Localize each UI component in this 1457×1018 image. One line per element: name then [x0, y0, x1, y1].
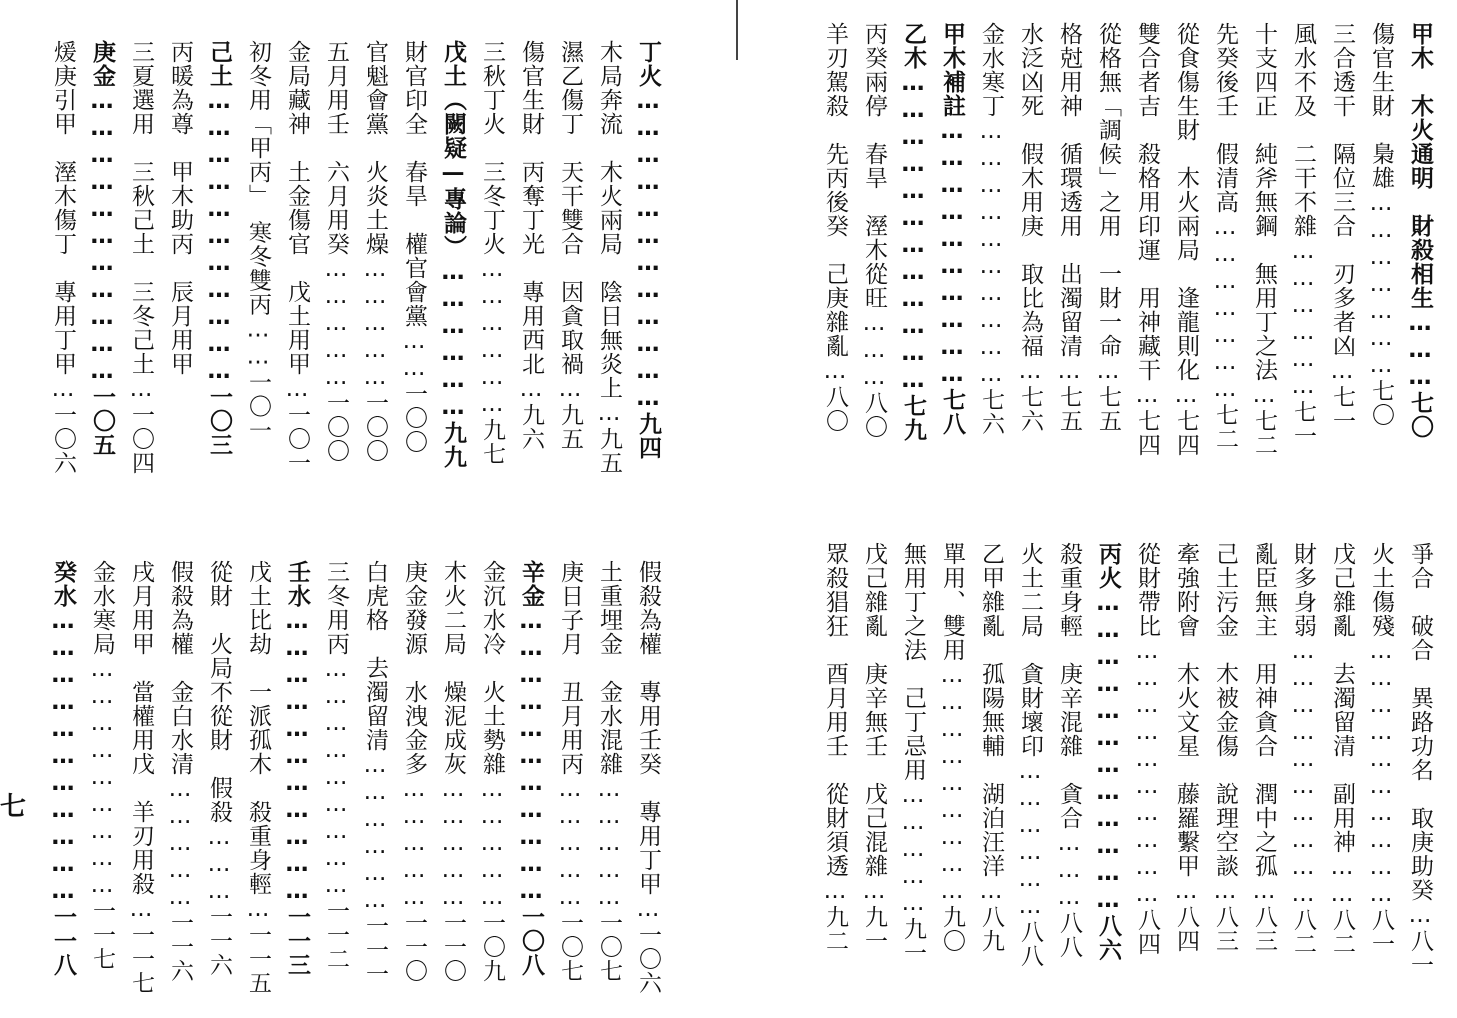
toc-entry: 眾殺猖狂 酉月用壬 從財須透…九二: [822, 542, 848, 953]
toc-entry: 庚日子月 丑月用丙……………一〇七: [557, 560, 583, 983]
toc-entry: 從食傷生財 木火兩局 逢龍則化…七四: [1173, 22, 1199, 457]
page-gutter: [736, 0, 738, 60]
toc-entry: 癸水……………………………一一八: [50, 560, 76, 977]
toc-entry: 從格無「調候」之用 一財一命…七五: [1095, 22, 1121, 433]
toc-entry: 水泛凶死 假木用庚 取比為福…七六: [1017, 22, 1043, 433]
page-number: 七: [0, 792, 27, 822]
toc-entry: 財多身弱…………………………八二: [1290, 542, 1316, 956]
toc-entry: 金沉水冷 火土勢雜……………一〇九: [479, 560, 505, 983]
toc-entry: 無用丁之法 己丁忌用……………九一: [900, 542, 926, 965]
toc-entry: 三秋丁火 三冬丁火………………九七: [479, 40, 505, 466]
toc-entry: 殺重身輕 庚辛混雜 貪合………八八: [1056, 542, 1082, 959]
toc-entry: 三合透干 隔位三合 刃多者凶…七一: [1329, 22, 1355, 433]
toc-entry: 金水寒局………………………一一七: [89, 560, 115, 971]
toc-entry: 乙木………………………………七九: [900, 22, 926, 442]
toc-entry: 十支四正 純斧無鋼 無用丁之法…七二: [1251, 22, 1277, 457]
left-page: [0, 0, 725, 1018]
toc-entry: 庚金……………………………一〇五: [89, 40, 115, 457]
toc-block-left-top: [35, 40, 659, 475]
toc-entry: 白虎格 去濁留清………………一一一: [362, 560, 388, 986]
toc-block-right-bottom: [807, 542, 1431, 977]
toc-block-right-top: [807, 22, 1431, 457]
toc-entry: 甲木 木火通明 財殺相生………七〇: [1407, 22, 1433, 439]
toc-entry: 羊刃駕殺 先丙後癸 己庚雜亂…八〇: [822, 22, 848, 433]
toc-entry: 戌月用甲 當權用戊 羊刃用殺…一一七: [128, 560, 154, 995]
toc-entry: 戊己雜亂 去濁留清 副用神……八二: [1329, 542, 1355, 956]
toc-entry: 五月用壬 六月用癸……………一〇〇: [323, 40, 349, 463]
toc-entry: 亂臣無主 用神貪合 潤中之孤…八三: [1251, 542, 1277, 953]
toc-entry: 木火二局 燥泥成灰……………一一〇: [440, 560, 466, 983]
toc-entry: 土重埋金 金水混雜……………一〇七: [596, 560, 622, 983]
toc-entry: 初冬用「甲丙」 寒冬雙丙……一〇一: [245, 40, 271, 443]
toc-entry: 金局藏神 土金傷官 戊土用甲…一〇一: [284, 40, 310, 475]
toc-entry: 從財 火局不從財 假殺………一一六: [206, 560, 232, 977]
toc-entry: 甲木補註…………………………七八: [939, 22, 965, 436]
toc-entry: 官魁會黨 火炎土燥……………一〇〇: [362, 40, 388, 463]
toc-entry: 風水不及 二干不雜………………七一: [1290, 22, 1316, 448]
toc-entry: 傷官生財 梟雄…………………七〇: [1368, 22, 1394, 427]
toc-entry: 單用、雙用………………………九〇: [939, 542, 965, 953]
toc-entry: 丙火………………………………八六: [1095, 542, 1121, 962]
toc-block-left-bottom: [35, 560, 659, 995]
toc-entry: 木局奔流 木火兩局 陰日無炎上…九五: [596, 40, 622, 475]
toc-entry: 辛金……………………………一〇八: [518, 560, 544, 977]
toc-entry: 三冬用丙………………………一一二: [323, 560, 349, 971]
toc-entry: 濕乙傷丁 天干雙合 因貪取禍…九五: [557, 40, 583, 451]
toc-entry: 雙合者吉 殺格用印運 用神藏干…七四: [1134, 22, 1160, 457]
toc-entry: 牽強附會 木火文星 藤羅繫甲…八四: [1173, 542, 1199, 953]
toc-entry: 戊己雜亂 庚辛無壬 戊己混雜…九一: [861, 542, 887, 953]
toc-entry: 丙暖為尊 甲木助丙 辰月用甲: [167, 40, 193, 376]
toc-entry: 傷官生財 丙奪丁光 專用西北…九六: [518, 40, 544, 451]
toc-entry: 己土……………………………一〇三: [206, 40, 232, 457]
right-page: [740, 0, 1457, 1018]
toc-entry: 戊土（闕疑—專論）………………九九: [440, 40, 466, 469]
toc-entry: 丁火………………………………九四: [635, 40, 661, 460]
toc-entry: 戊土比劫 一派孤木 殺重身輕…一一五: [245, 560, 271, 995]
toc-entry: 庚金發源 水洩金多……………一一〇: [401, 560, 427, 983]
toc-entry: 壬水……………………………一一三: [284, 560, 310, 977]
toc-entry: 丙癸兩停 春旱 溼木從旺………八〇: [861, 22, 887, 439]
toc-entry: 煖庚引甲 溼木傷丁 專用丁甲…一〇六: [50, 40, 76, 475]
toc-entry: 火土傷殘…………………………八一: [1368, 542, 1394, 956]
toc-entry: 金水寒丁…………………………七六: [978, 22, 1004, 436]
toc-entry: 假殺為權 專用壬癸 專用丁甲…一〇六: [635, 560, 661, 995]
toc-entry: 從財帶比…………………………八四: [1134, 542, 1160, 956]
toc-entry: 三夏選用 三秋己土 三冬己土…一〇四: [128, 40, 154, 475]
toc-entry: 己土污金 木被金傷 說理空談…八三: [1212, 542, 1238, 953]
toc-entry: 爭合 破合 異路功名 取庚助癸…八一: [1407, 542, 1433, 977]
toc-entry: 先癸後壬 假清高…………………七二: [1212, 22, 1238, 451]
toc-entry: 假殺為權 金白水清……………一一六: [167, 560, 193, 983]
toc-entry: 格尅用神 循環透用 出濁留清…七五: [1056, 22, 1082, 433]
toc-entry: 乙甲雜亂 孤陽無輔 湖泊汪洋…八九: [978, 542, 1004, 953]
toc-entry: 財官印全 春旱 權官會黨……一〇〇: [401, 40, 427, 454]
toc-entry: 火土二局 貪財壞印………………八八: [1017, 542, 1043, 968]
